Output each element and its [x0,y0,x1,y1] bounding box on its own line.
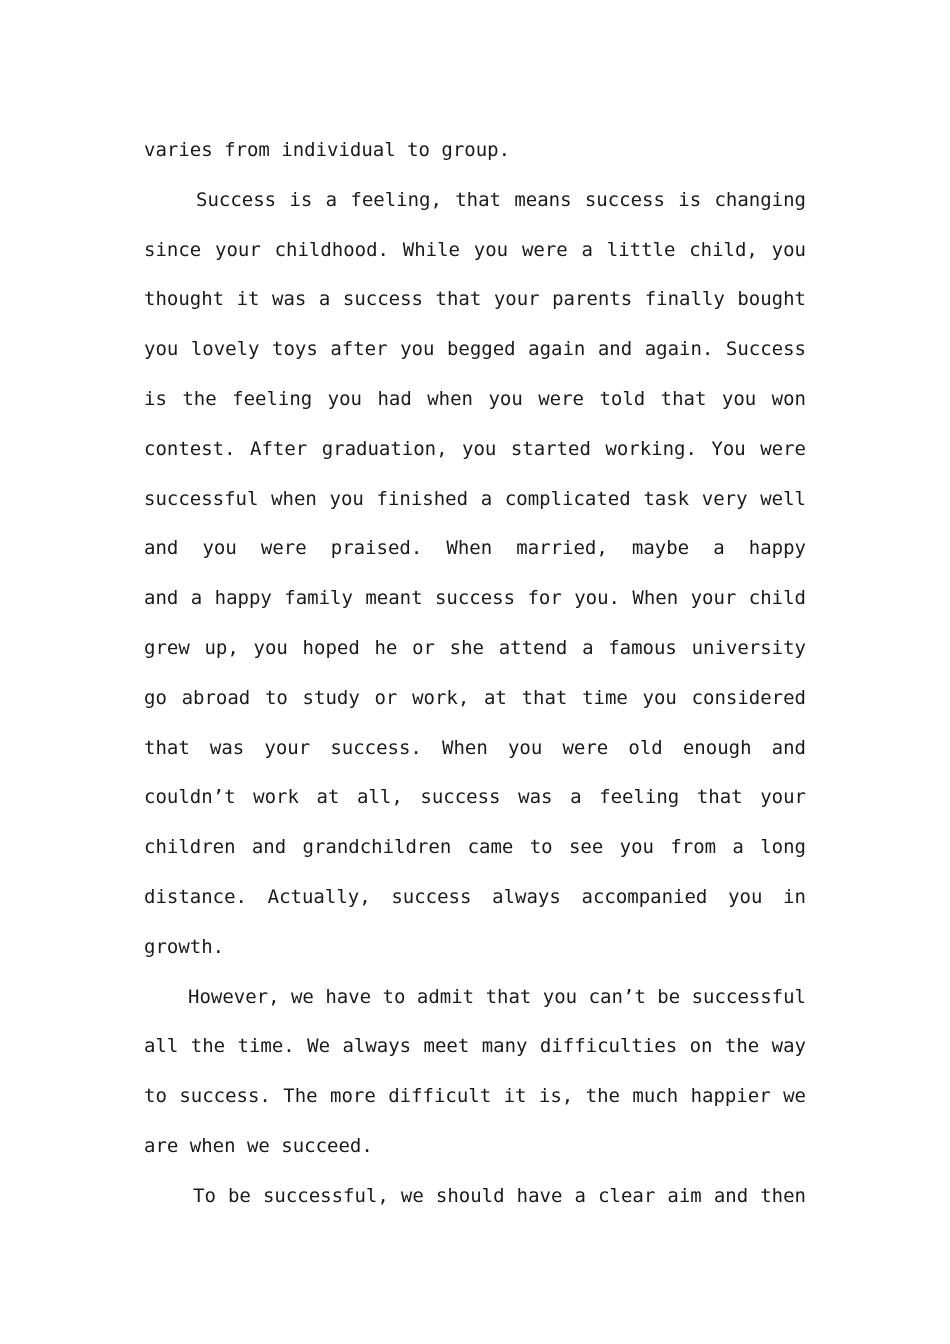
text-line: thought it was a success that your parents finally bought [144,288,806,311]
text-line: However, we have to admit that you can’t be successful [188,985,806,1008]
text-line: and a happy family meant success for you. When your child [144,587,806,610]
text-line: couldn’t work at all, success was a feeling that your [144,786,806,809]
text-line: to success. The more difficult it is, the much happier we [144,1085,806,1108]
text-line: and you were praised. When married, maybe a happy [144,537,806,560]
text-line: that was your success. When you were old enough and [144,736,806,759]
text-line: growth. [144,935,225,958]
text-line: successful when you finished a complicated task very well [144,487,806,510]
text-line: grew up, you hoped he or she attend a famous university [144,636,806,659]
text-line: all the time. We always meet many difficulties on the way [144,1035,806,1058]
text-line: contest. After graduation, you started working. You were [144,437,806,460]
text-line: go abroad to study or work, at that time you considered [144,686,806,709]
text-line: Success is a feeling, that means success is changing [196,188,806,211]
text-line: you lovely toys after you begged again and again. Success [144,338,806,361]
text-line: To be successful, we should have a clear aim and then [193,1184,806,1207]
text-line: children and grandchildren came to see you from a long [144,836,806,859]
text-line: are when we succeed. [144,1134,373,1157]
text-line: distance. Actually, success always accompanied you in [144,885,806,908]
text-line: since your childhood. While you were a little child, you [144,238,806,261]
body-text [144,126,806,1222]
text-line: is the feeling you had when you were told that you won [144,387,806,410]
text-line: varies from individual to group. [144,139,511,161]
